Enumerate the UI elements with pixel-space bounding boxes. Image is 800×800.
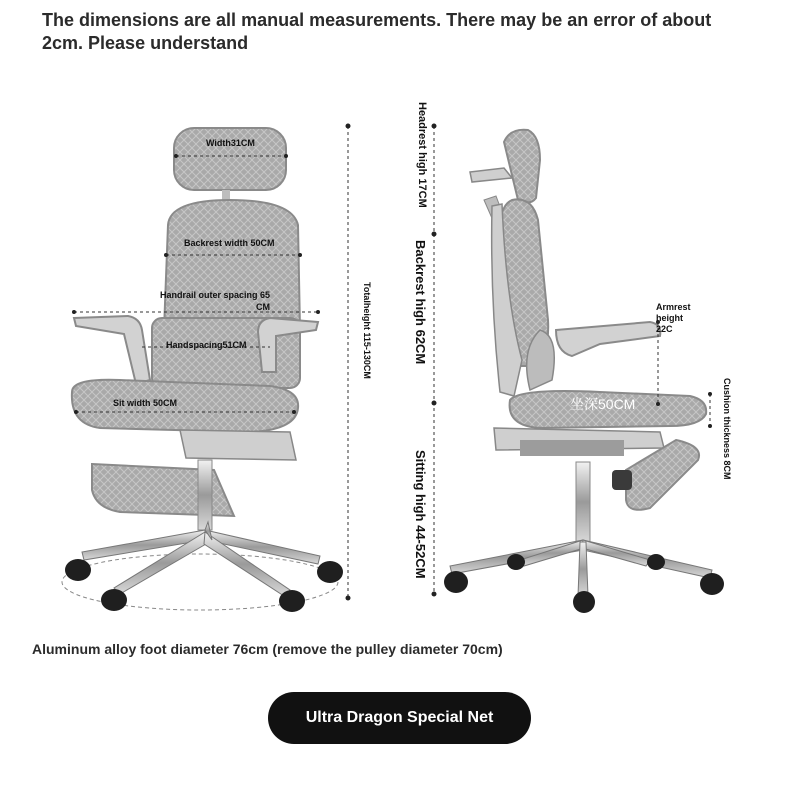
- total-height-label: Totalheight 115-130CM: [362, 282, 372, 379]
- backrest-width-label: Backrest width 50CM: [184, 238, 275, 248]
- foot-diameter-note: Aluminum alloy foot diameter 76cm (remove the pulley diameter 70cm): [32, 641, 503, 657]
- backrest-high-label: Backrest high 62CM: [413, 240, 428, 365]
- armrest-height-label: Armrest height 22C: [656, 302, 691, 334]
- headrest-high-label: Headrest high 17CM: [416, 102, 428, 208]
- headrest-width-label: Width31CM: [206, 138, 255, 148]
- cushion-thickness-label: Cushion thickness 8CM: [722, 378, 732, 480]
- sit-width-label: Sit width 50CM: [113, 398, 178, 408]
- sitting-high-label: Sitting high 44-52CM: [413, 450, 428, 579]
- hand-spacing-label: Handspacing51CM: [166, 340, 247, 350]
- ultra-dragon-button[interactable]: Ultra Dragon Special Net: [268, 692, 531, 744]
- side-chair: [432, 124, 725, 614]
- disclaimer-text: The dimensions are all manual measurements. There may be an error of about 2cm. Please understand: [42, 10, 712, 53]
- seat-depth-label: 坐深50CM: [570, 396, 636, 412]
- front-chair: [62, 124, 351, 613]
- handrail-outer-spacing-label: Handrail outer spacing 65 CM: [159, 290, 270, 312]
